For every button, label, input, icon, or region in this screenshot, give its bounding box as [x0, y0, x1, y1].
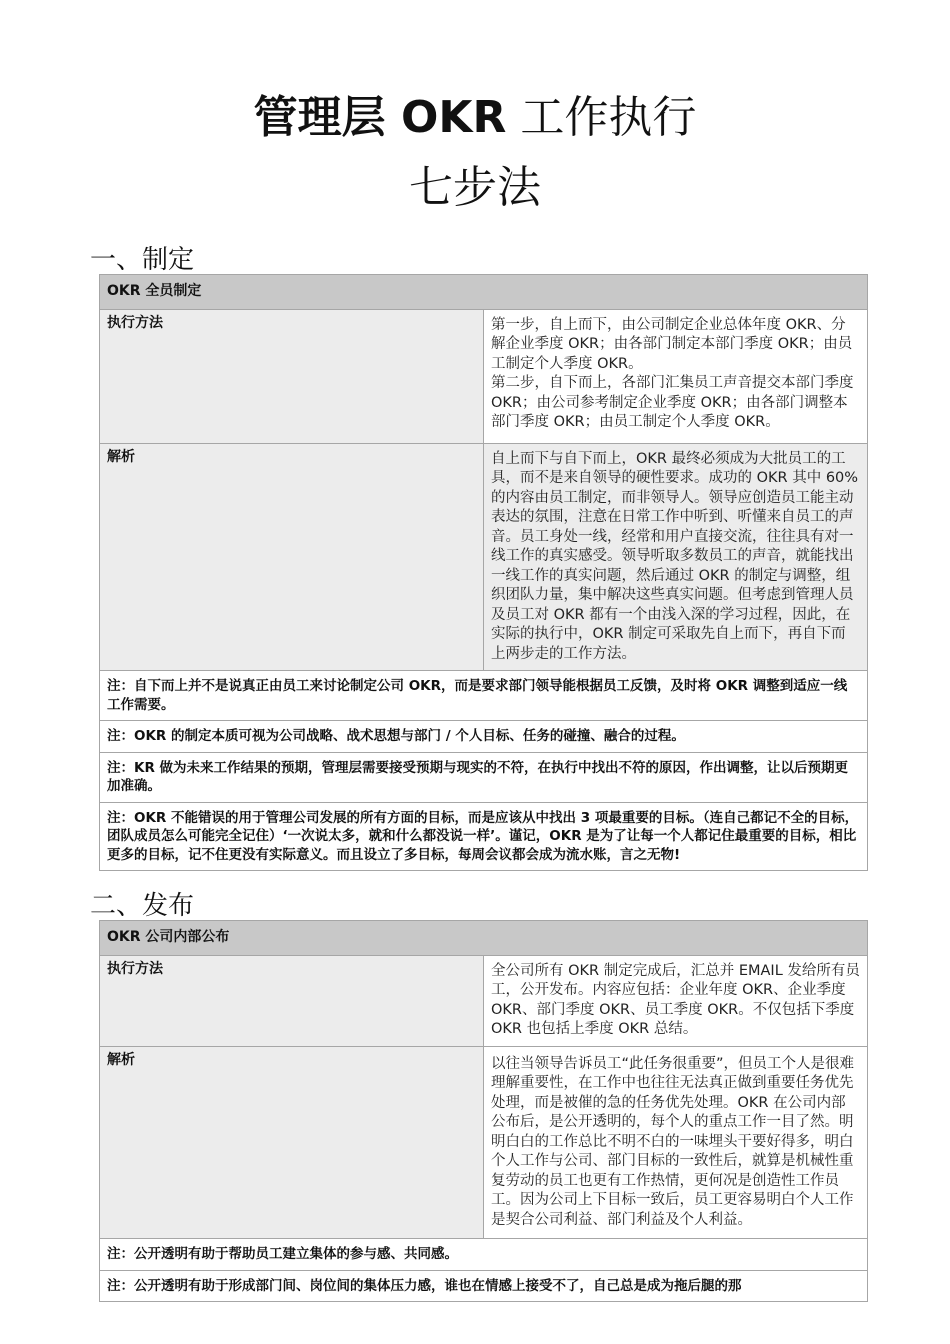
note-2: 注：OKR 的制定本质可视为公司战略、战术思想与部门 / 个人目标、任务的碰撞、融合的过程。 — [100, 721, 868, 753]
section-table-1 — [99, 274, 868, 871]
method-line-2: 第二步，自下而上，各部门汇集员工声音提交本部门季度 OKR；由公司参考制定企业季度 OKR；由各部门调整本部门季度 OKR；由员工制定个人季度 OKR。 — [491, 375, 854, 430]
analysis-label: 解析 — [100, 443, 484, 671]
title-rest: 工作执行 — [506, 92, 697, 143]
analysis-content: 以往当领导告诉员工“此任务很重要”，但员工个人是很难理解重要性，在工作中也往往无法真正做到重要任务优先处理，而是被催的急的任务优先处理。OKR 在公司内部公布后，是公开透明的，每个人的重点工作一目了然。明明白白的工作总比不明不白的一味埋头干要好得多，明白个人工作与公司、部门目标的一致性后，就算是机械性重复劳动的员工也更有工作热情，更何况是创造性工作员工。因为公司上下目标一致后，员工更容易明白个人工作是契合公司利益、部门利益及个人利益。 — [484, 1046, 868, 1239]
method-row — [100, 309, 868, 443]
note-row — [100, 802, 868, 871]
note-2: 注：公开透明有助于形成部门间、岗位间的集体压力感，谁也在情感上接受不了，自己总是成为拖后腿的那 — [100, 1270, 868, 1302]
analysis-row — [100, 1046, 868, 1239]
note-row — [100, 1239, 868, 1271]
note-3: 注：KR 做为未来工作结果的预期，管理层需要接受预期与现实的不符，在执行中找出不符的原因，作出调整，让以后预期更加准确。 — [100, 752, 868, 802]
method-label: 执行方法 — [100, 309, 484, 443]
section-table-2 — [99, 920, 868, 1302]
section-heading-1: 一、制定 — [90, 245, 195, 275]
note-row — [100, 752, 868, 802]
analysis-label: 解析 — [100, 1046, 484, 1239]
method-line-1: 第一步，自上而下，由公司制定企业总体年度 OKR、分解企业季度 OKR；由各部门制定本部门季度 OKR；由员工制定个人季度 OKR。 — [491, 316, 853, 372]
table-header-row — [100, 921, 868, 956]
note-row — [100, 671, 868, 721]
method-content — [484, 309, 868, 443]
method-content: 全公司所有 OKR 制定完成后，汇总并 EMAIL 发给所有员工，公开发布。内容应包括：企业年度 OKR、企业季度 OKR、部门季度 OKR、员工季度 OKR。不仅包括下季度 OKR 也包括上季度 OKR 总结。 — [484, 955, 868, 1046]
method-row — [100, 955, 868, 1046]
analysis-row — [100, 443, 868, 671]
page-title-line2: 七步法 — [409, 162, 541, 213]
note-4: 注：OKR 不能错误的用于管理公司发展的所有方面的目标，而是应该从中找出 3 项最重要的目标。（连自己都记不全的目标，团队成员怎么可能完全记住）‘一次说太多，就和什么都没说一样’。谨记，OKR 是为了让每一个人都记住最重要的目标，相比更多的目标，记不住更没有实际意义。而且设立了多目标，每周会议都会成为流水账，言之无物! — [100, 802, 868, 871]
page-title-line1 — [0, 92, 950, 145]
section-heading-2: 二、发布 — [90, 891, 195, 921]
analysis-content: 自上而下与自下而上，OKR 最终必须成为大批员工的工具，而不是来自领导的硬性要求。成功的 OKR 其中 60%的内容由员工制定，而非领导人。领导应创造员工能主动表达的氛围，注意在日常工作中听到、听懂来自员工的声音。员工身处一线，经常和用户直接交流，往往具有对一线工作的真实感受。领导听取多数员工的声音，就能找出一线工作的真实问题，然后通过 OKR 的制定与调整，组织团队力量，集中解决这些真实问题。但考虑到管理人员及员工对 OKR 都有一个由浅入深的学习过程，因此，在实际的执行中，OKR 制定可采取先自上而下，再自下而上两步走的工作方法。 — [484, 443, 868, 671]
table-header-row — [100, 275, 868, 310]
table-header: OKR 公司内部公布 — [100, 921, 868, 956]
note-1: 注：公开透明有助于帮助员工建立集体的参与感、共同感。 — [100, 1239, 868, 1271]
table-header: OKR 全员制定 — [100, 275, 868, 310]
note-row — [100, 1270, 868, 1302]
note-1: 注：自下而上并不是说真正由员工来讨论制定公司 OKR，而是要求部门领导能根据员工反馈，及时将 OKR 调整到适应一线工作需要。 — [100, 671, 868, 721]
title-bold: 管理层 OKR — [253, 92, 507, 143]
note-row — [100, 721, 868, 753]
method-label: 执行方法 — [100, 955, 484, 1046]
